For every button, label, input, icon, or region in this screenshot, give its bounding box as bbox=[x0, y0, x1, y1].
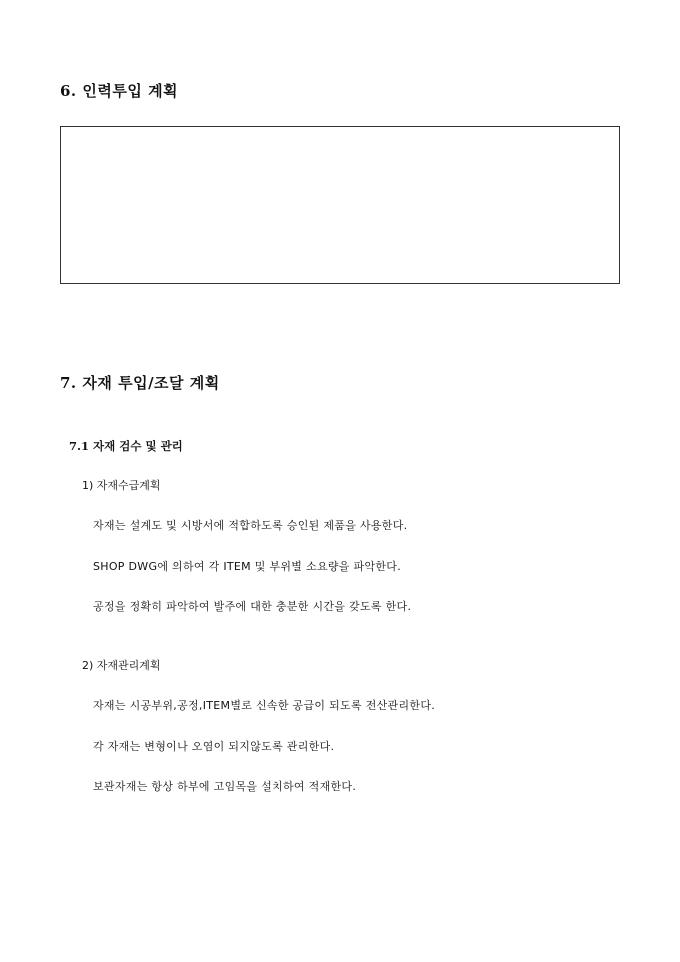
manpower-plan-box bbox=[60, 126, 620, 284]
material-management-plan-title: 2) 자재관리계획 bbox=[82, 659, 161, 672]
material-supply-plan-title: 1) 자재수급계획 bbox=[82, 479, 161, 492]
management-plan-line: 보관자재는 항상 하부에 고임목을 설치하여 적재한다. bbox=[93, 780, 357, 793]
supply-plan-line: 공정을 정확히 파악하여 발주에 대한 충분한 시간을 갖도록 한다. bbox=[93, 600, 412, 613]
supply-plan-line: SHOP DWG에 의하여 각 ITEM 및 부위별 소요량을 파악한다. bbox=[93, 560, 402, 573]
section-7-title: 7. 자재 투입/조달 계획 bbox=[60, 374, 220, 392]
management-plan-line: 각 자재는 변형이나 오염이 되지않도록 관리한다. bbox=[93, 740, 335, 753]
supply-plan-line: 자재는 설계도 및 시방서에 적합하도록 승인된 제품을 사용한다. bbox=[93, 519, 408, 532]
section-6-title: 6. 인력투입 계획 bbox=[60, 82, 179, 100]
management-plan-line: 자재는 시공부위,공정,ITEM별로 신속한 공급이 되도록 전산관리한다. bbox=[93, 699, 436, 712]
subsection-7-1-title: 7.1 자재 검수 및 관리 bbox=[69, 439, 183, 453]
